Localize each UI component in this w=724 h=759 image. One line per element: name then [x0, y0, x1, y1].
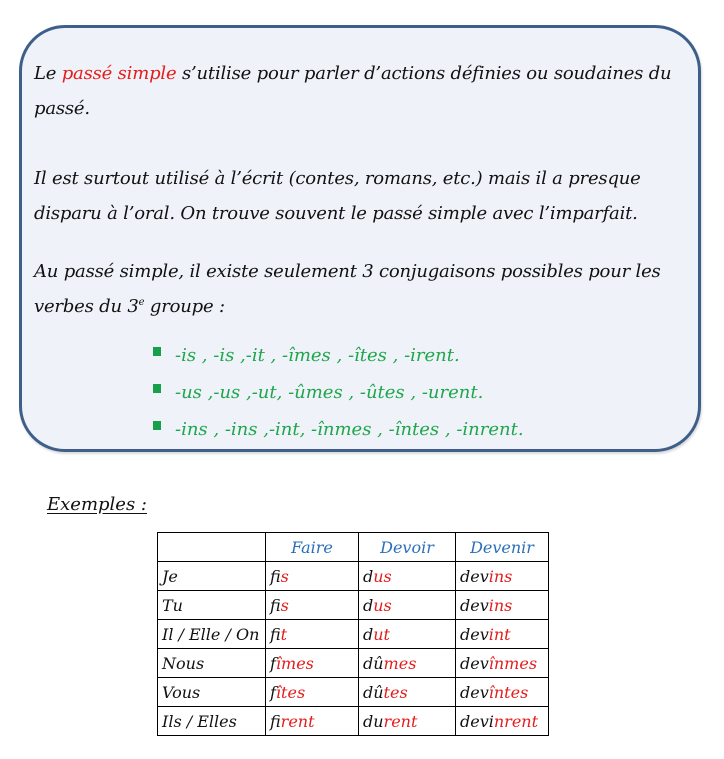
verb-stem: f — [270, 682, 276, 702]
header-devenir: Devenir — [456, 533, 549, 562]
table-row — [158, 562, 549, 591]
square-bullet-icon — [153, 421, 161, 430]
conjugation-cell — [456, 620, 549, 649]
conjugation-cell — [266, 620, 359, 649]
verb-stem: d — [363, 566, 374, 586]
conjugation-cell — [359, 678, 456, 707]
verb-stem: dev — [460, 624, 489, 644]
verb-ending: îtes — [275, 682, 306, 702]
endings-item — [153, 337, 524, 374]
intro-paragraph — [34, 56, 684, 126]
endings-text: -is , -is ,-it , -îmes , -îtes , -irent. — [175, 345, 460, 366]
verb-stem: dev — [460, 682, 489, 702]
table-header-row — [158, 533, 549, 562]
conjugation-cell — [266, 678, 359, 707]
verb-ending: întes — [488, 682, 529, 702]
verb-stem: du — [363, 711, 384, 731]
verb-stem: d — [363, 624, 374, 644]
verb-ending: rent — [383, 711, 418, 731]
conjugation-cell — [266, 707, 359, 736]
endings-text: -ins , -ins ,-int, -înmes , -întes , -inrent. — [175, 419, 524, 440]
conjugation-table — [157, 532, 549, 736]
conjugation-cell — [359, 620, 456, 649]
verb-ending: us — [373, 595, 392, 615]
verb-stem: dev — [460, 653, 489, 673]
verb-ending: ins — [488, 566, 513, 586]
conjugation-intro-end: groupe : — [144, 296, 225, 317]
examples-title: Exemples : — [47, 494, 147, 515]
verb-ending: înmes — [488, 653, 538, 673]
pronoun-cell: Tu — [158, 591, 266, 620]
endings-item — [153, 374, 524, 411]
endings-item — [153, 411, 524, 448]
conjugation-cell — [456, 678, 549, 707]
pronoun-cell: Nous — [158, 649, 266, 678]
verb-ending: tes — [383, 682, 408, 702]
verb-stem: dev — [460, 595, 489, 615]
verb-stem: devi — [460, 711, 494, 731]
verb-ending: us — [373, 566, 392, 586]
table-row — [158, 591, 549, 620]
conjugation-cell — [359, 562, 456, 591]
conjugation-cell — [456, 562, 549, 591]
verb-stem: d — [363, 595, 374, 615]
conjugation-intro-paragraph — [34, 254, 684, 324]
table-row — [158, 649, 549, 678]
verb-ending: nrent — [493, 711, 539, 731]
rule-box — [19, 25, 701, 452]
header-faire: Faire — [266, 533, 359, 562]
conjugation-cell — [456, 707, 549, 736]
table-row — [158, 678, 549, 707]
conjugation-cell — [359, 649, 456, 678]
verb-stem: dû — [363, 682, 384, 702]
intro-suffix: s’utilise pour parler d’actions définies ou soudaines du passé. — [34, 63, 672, 119]
conjugation-cell — [456, 649, 549, 678]
verb-ending: ins — [488, 595, 513, 615]
conjugation-cell — [359, 591, 456, 620]
square-bullet-icon — [153, 384, 161, 393]
verb-ending: int — [488, 624, 511, 644]
conjugation-cell — [266, 562, 359, 591]
usage-paragraph: Il est surtout utilisé à l’écrit (contes, romans, etc.) mais il a presque disparu à l’oral. On trouve souvent le passé simple avec l’imparfait. — [34, 168, 641, 224]
verb-ending: ut — [373, 624, 390, 644]
verb-stem: f — [270, 711, 281, 731]
verb-ending: is — [280, 566, 289, 586]
conjugation-cell — [266, 649, 359, 678]
verb-stem: f — [270, 595, 281, 615]
intro-prefix: Le — [34, 63, 62, 84]
verb-ending: irent — [280, 711, 315, 731]
verb-stem: f — [270, 624, 281, 644]
verb-ending: is — [280, 595, 289, 615]
conjugation-cell — [266, 591, 359, 620]
conjugation-intro-text: Au passé simple, il existe seulement 3 conjugaisons possibles pour les verbes du 3 — [34, 261, 661, 317]
endings-text: -us ,-us ,-ut, -ûmes , -ûtes , -urent. — [175, 382, 484, 403]
verb-stem: dev — [460, 566, 489, 586]
verb-stem: f — [270, 566, 281, 586]
endings-list — [153, 337, 524, 448]
pronoun-cell: Il / Elle / On — [158, 620, 266, 649]
table-body — [158, 562, 549, 736]
conjugation-cell — [359, 707, 456, 736]
verb-ending: it — [280, 624, 288, 644]
verb-ending: mes — [383, 653, 417, 673]
ordinal-superscript: e — [138, 297, 145, 308]
pronoun-cell: Je — [158, 562, 266, 591]
pronoun-cell: Vous — [158, 678, 266, 707]
square-bullet-icon — [153, 347, 161, 356]
passe-simple-highlight: passé simple — [61, 63, 177, 84]
conjugation-cell — [456, 591, 549, 620]
pronoun-cell: Ils / Elles — [158, 707, 266, 736]
verb-stem: f — [270, 653, 276, 673]
header-empty — [158, 533, 266, 562]
header-devoir: Devoir — [359, 533, 456, 562]
table-row — [158, 707, 549, 736]
verb-ending: îmes — [275, 653, 314, 673]
table-row — [158, 620, 549, 649]
verb-stem: dû — [363, 653, 384, 673]
